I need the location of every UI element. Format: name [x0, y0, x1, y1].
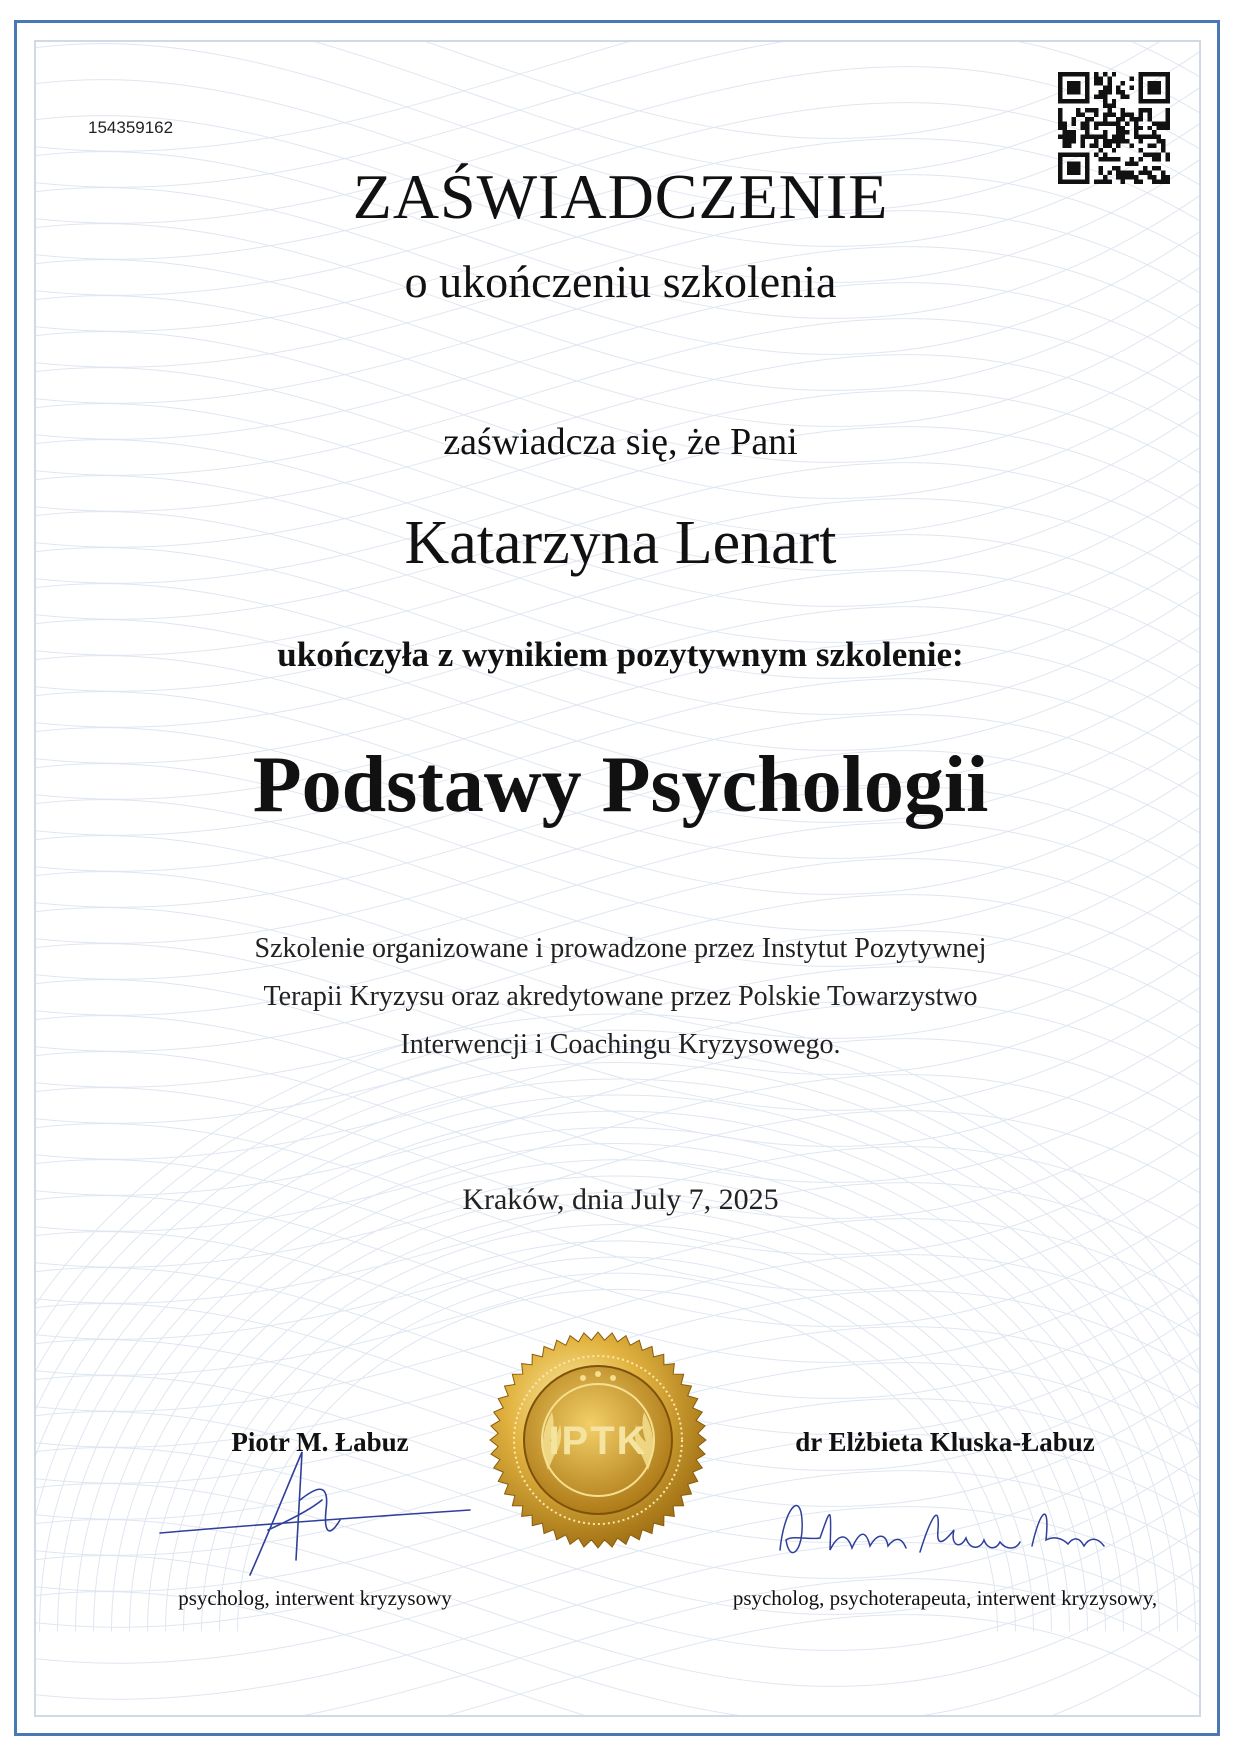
left-signatory-name: Piotr M. Łabuz — [231, 1427, 409, 1457]
course-name: Podstawy Psychologii — [252, 741, 989, 829]
certificate-number: 154359162 — [88, 118, 174, 137]
left-signatory-role: psycholog, interwent kryzysowy — [178, 1586, 452, 1610]
seal-text: IPTK — [548, 1419, 648, 1463]
description-line: Terapii Kryzysu oraz akredytowane przez Polskie Towarzystwo — [263, 981, 978, 1012]
certificate-title: ZAŚWIADCZENIE — [352, 161, 889, 232]
right-signatory-name: dr Elżbieta Kluska-Łabuz — [795, 1427, 1095, 1457]
right-signatory-role: psycholog, psychoterapeuta, interwent kryzysowy, — [732, 1586, 1158, 1610]
gold-seal-icon — [488, 1330, 708, 1550]
left-signature — [150, 1440, 480, 1580]
description-line: Szkolenie organizowane i prowadzone przez Instytut Pozytywnej — [254, 933, 987, 964]
intro-text: zaświadcza się, że Pani — [443, 421, 798, 463]
recipient-name: Katarzyna Lenart — [404, 509, 837, 577]
right-signature — [770, 1480, 1120, 1580]
result-statement: ukończyła z wynikiem pozytywnym szkolenie: — [277, 635, 964, 674]
place-and-date: Kraków, dnia July 7, 2025 — [462, 1183, 779, 1216]
course-description — [0, 925, 1241, 1069]
certificate-subtitle: o ukończeniu szkolenia — [404, 256, 837, 307]
description-line: Interwencji i Coachingu Kryzysowego. — [400, 1029, 841, 1060]
